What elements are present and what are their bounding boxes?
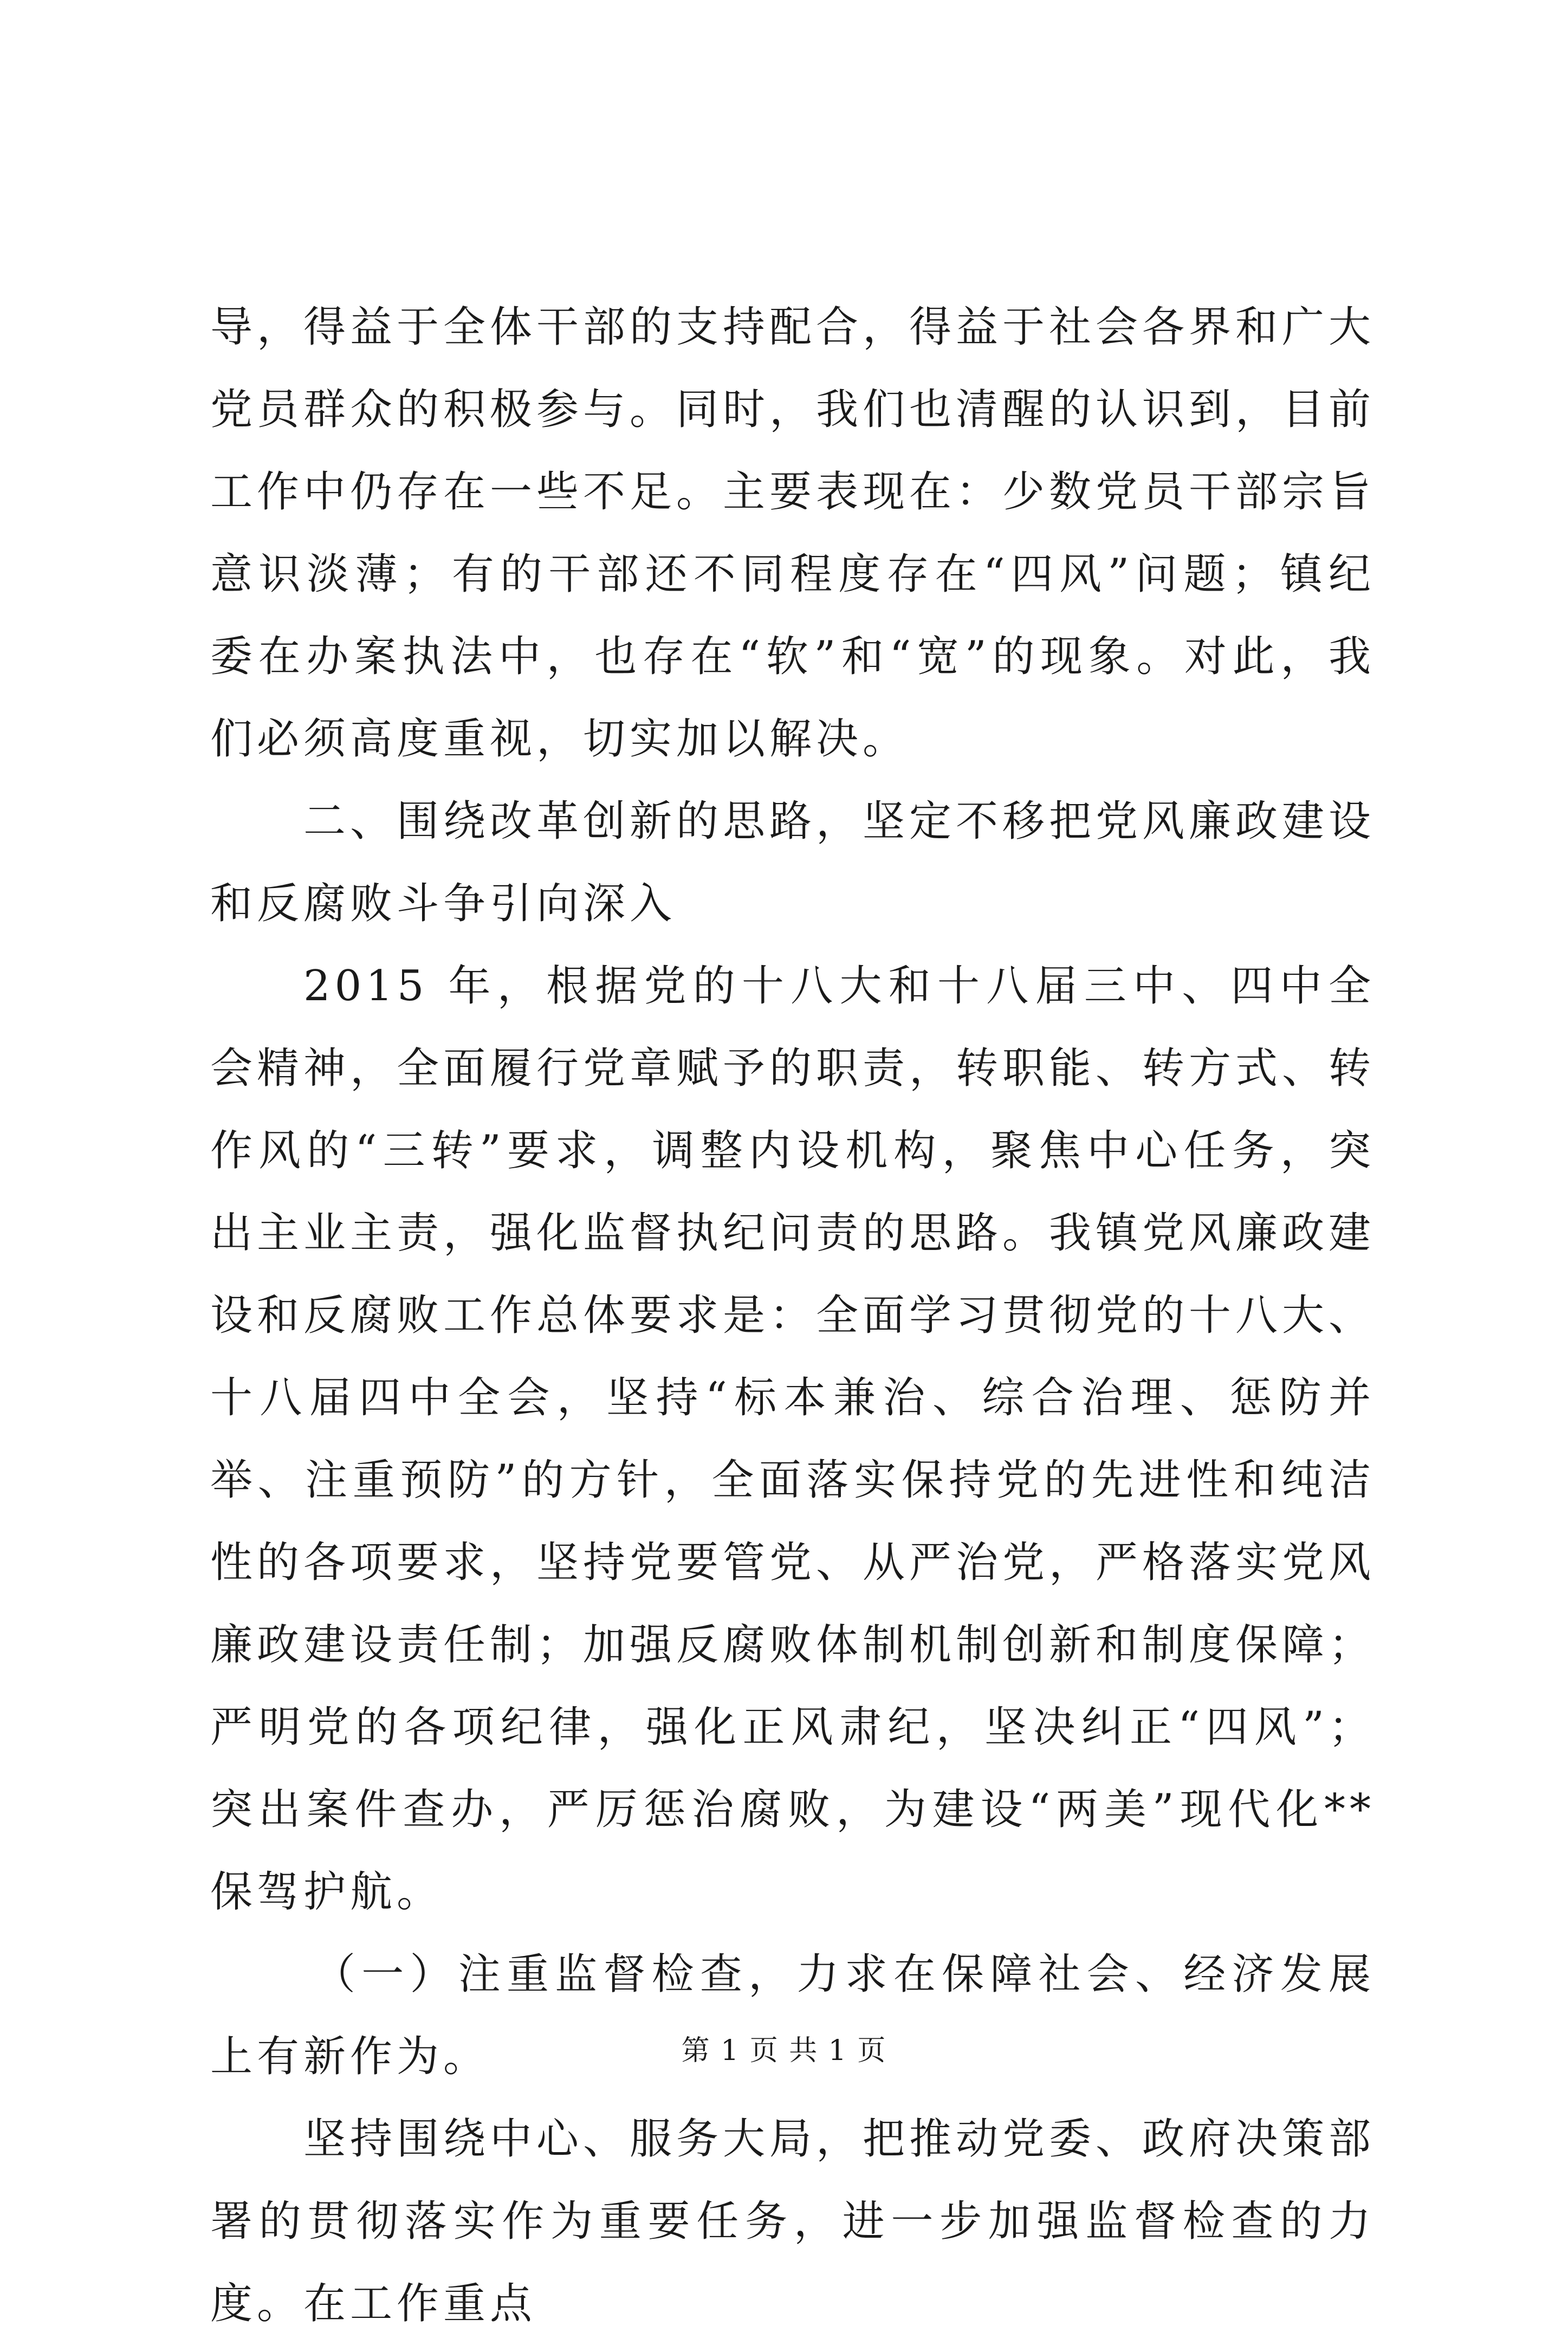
subsection-heading-1: （一）注重监督检查，力求在保障社会、经济发展上有新作为。	[210, 1950, 1375, 2081]
paragraph-supervision: 坚持围绕中心、服务大局，把推动党委、政府决策部署的贯彻落实作为重要任务，进一步加强监督检查的力度。在工作重点	[210, 2115, 1376, 2328]
paragraph-continuation: 导，得益于全体干部的支持配合，得益于社会各界和广大党员群众的积极参与。同时，我们也清醒的认识到，目前工作中仍存在一些不足。主要表现在：少数党员干部宗旨意识淡薄；有的干部还不同程度存在“四风”问题；镇纪委在办案执法中，也存在“软”和“宽”的现象。对此，我们必须高度重视，切实加以解决。	[210, 303, 1376, 763]
section-heading-2: 二、围绕改革创新的思路，坚定不移把党风廉政建设和反腐败斗争引向深入	[210, 797, 1376, 928]
page-footer: 第 1 页 共 1 页	[681, 2035, 887, 2067]
paragraph-2015-requirements: 2015 年，根据党的十八大和十八届三中、四中全会精神，全面履行党章赋予的职责，转职能、转方式、转作风的“三转”要求，调整内设机构，聚焦中心任务，突出主业主责，强化监督执纪问责的思路。我镇党风廉政建设和反腐败工作总体要求是：全面学习贯彻党的十八大、十八届四中全会，坚持“标本兼治、综合治理、惩防并举、注重预防”的方针，全面落实保持党的先进性和纯洁性的各项要求，坚持党要管党、从严治党，严格落实党风廉政建设责任制；加强反腐败体制机制创新和制度保障；严明党的各项纪律，强化正风肃纪，坚决纠正“四风”；突出案件查办，严厉惩治腐败，为建设“两美”现代化**保驾护航。	[210, 962, 1376, 1916]
